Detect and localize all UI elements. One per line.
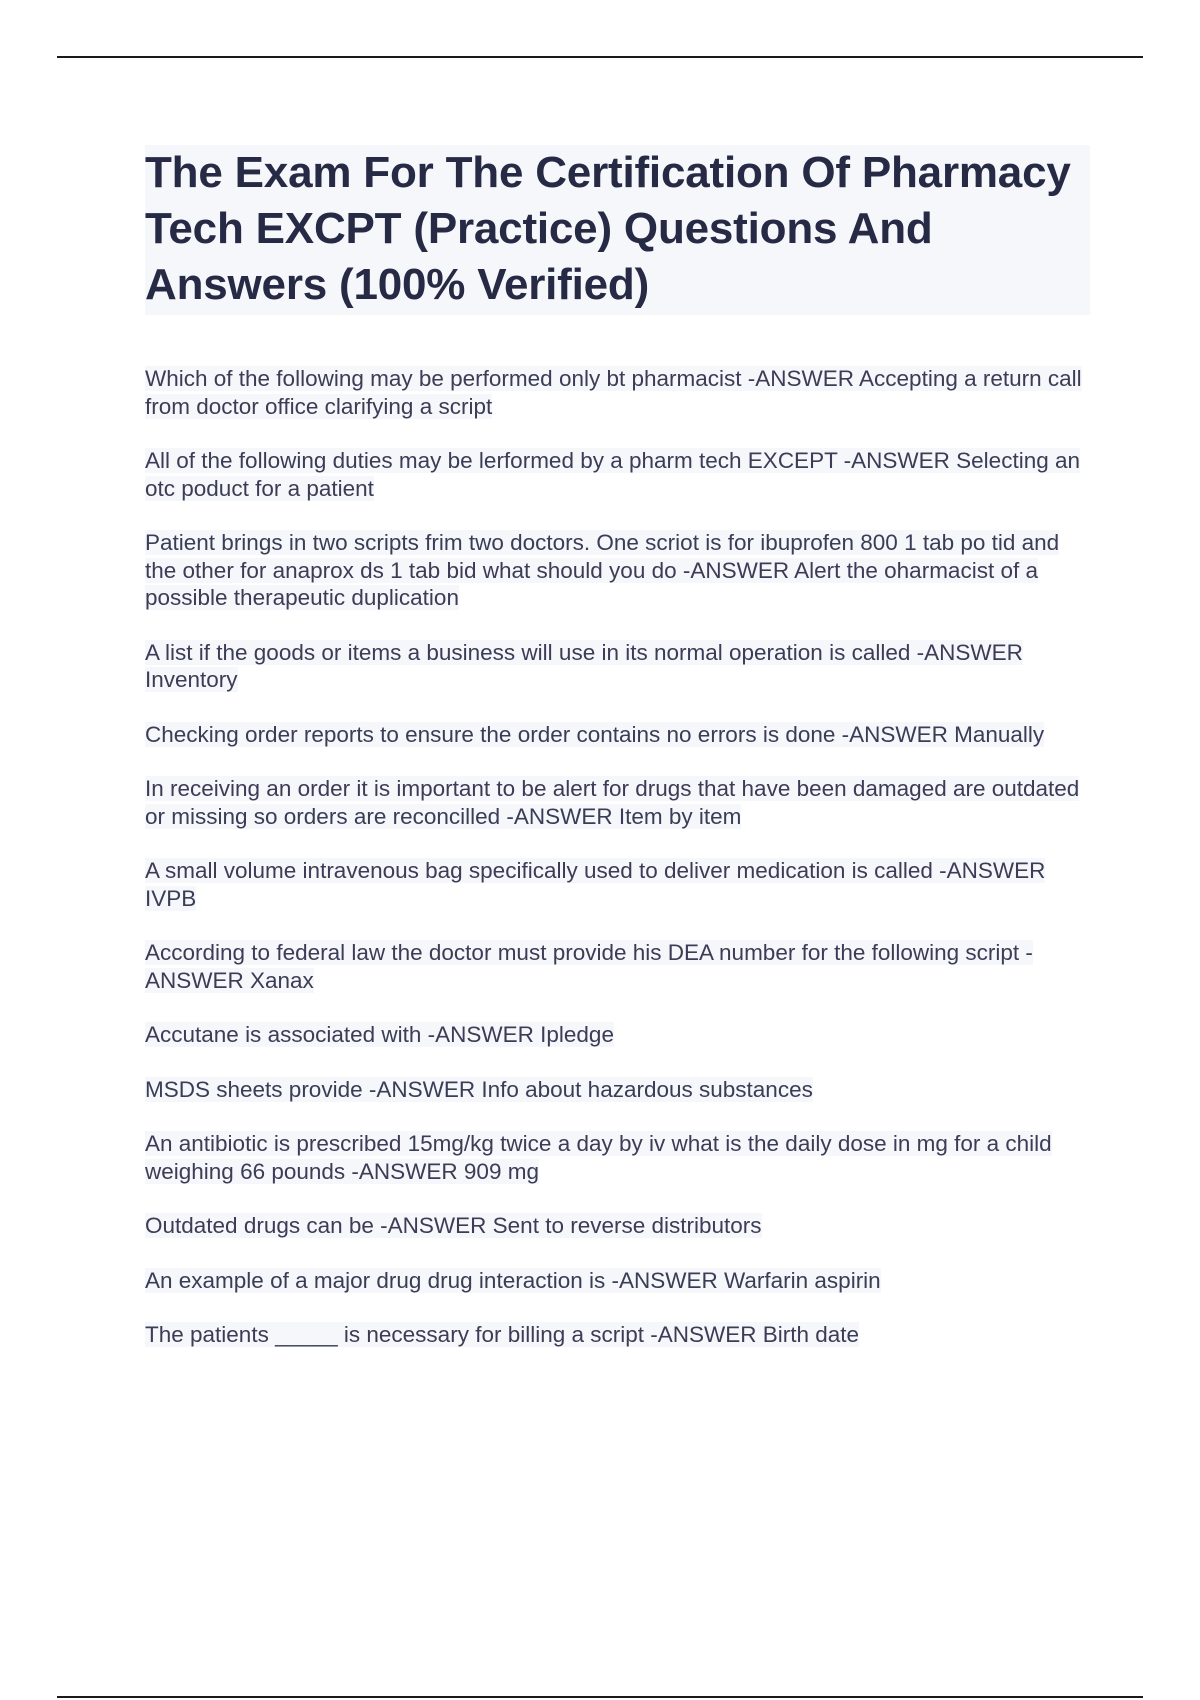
qa-text: A small volume intravenous bag specifically used to deliver medication is called -ANSWER IVPB <box>145 858 1046 911</box>
qa-item <box>145 1267 1090 1295</box>
qa-item <box>145 721 1090 749</box>
qa-text: Accutane is associated with -ANSWER Ipledge <box>145 1022 614 1047</box>
qa-text: Checking order reports to ensure the order contains no errors is done -ANSWER Manually <box>145 721 1045 747</box>
qa-list <box>145 365 1090 1349</box>
qa-item <box>145 939 1090 994</box>
qa-item <box>145 857 1090 912</box>
qa-text: Outdated drugs can be -ANSWER Sent to reverse distributors <box>145 1213 762 1238</box>
top-rule <box>57 56 1143 58</box>
bottom-rule <box>57 1696 1143 1698</box>
qa-item <box>145 1212 1090 1240</box>
document-body <box>145 145 1090 1376</box>
qa-item <box>145 529 1090 612</box>
title-block <box>145 145 1090 315</box>
qa-text: An example of a major drug drug interaction is -ANSWER Warfarin aspirin <box>145 1267 881 1293</box>
qa-text: Which of the following may be performed only bt pharmacist -ANSWER Accepting a return call from doctor office clarifying a script <box>145 366 1082 419</box>
qa-item <box>145 1130 1090 1185</box>
qa-item <box>145 1076 1090 1104</box>
qa-text: A list if the goods or items a business will use in its normal operation is called -ANSWER Inventory <box>145 639 1023 692</box>
document-title: The Exam For The Certification Of Pharmacy Tech EXCPT (Practice) Questions And Answers (100% Verified) <box>145 148 1071 309</box>
qa-text: MSDS sheets provide -ANSWER Info about hazardous substances <box>145 1076 813 1102</box>
qa-text: The patients _____ is necessary for billing a script -ANSWER Birth date <box>145 1322 860 1347</box>
qa-text: All of the following duties may be lerformed by a pharm tech EXCEPT -ANSWER Selecting an otc poduct for a patient <box>145 448 1081 501</box>
qa-item <box>145 365 1090 420</box>
qa-text: Patient brings in two scripts frim two doctors. One scriot is for ibuprofen 800 1 tab po tid and the other for anaprox ds 1 tab bid what should you do -ANSWER Alert the oharmacist of a possible therapeutic duplication <box>145 530 1060 610</box>
qa-item <box>145 1321 1090 1349</box>
qa-text: According to federal law the doctor must provide his DEA number for the following script -ANSWER Xanax <box>145 940 1033 993</box>
qa-text: In receiving an order it is important to be alert for drugs that have been damaged are outdated or missing so orders are reconcilled -ANSWER Item by item <box>145 776 1080 829</box>
qa-item <box>145 775 1090 830</box>
qa-text: An antibiotic is prescribed 15mg/kg twice a day by iv what is the daily dose in mg for a child weighing 66 pounds -ANSWER 909 mg <box>145 1131 1052 1184</box>
qa-item <box>145 447 1090 502</box>
qa-item <box>145 1021 1090 1049</box>
qa-item <box>145 639 1090 694</box>
